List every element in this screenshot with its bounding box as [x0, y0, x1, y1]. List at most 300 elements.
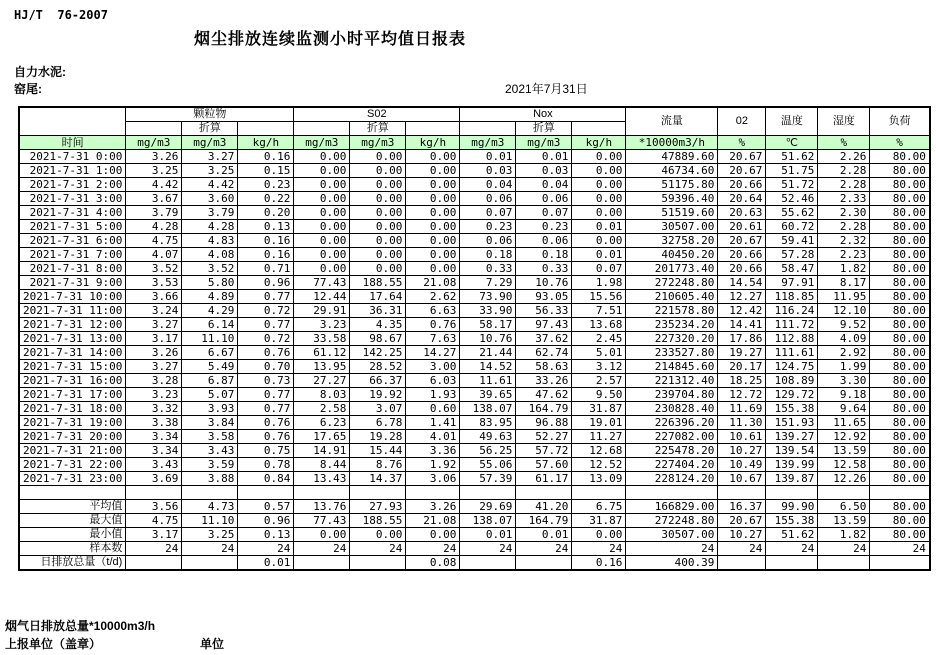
value-cell: 0.70 — [238, 360, 294, 374]
value-cell: 155.38 — [766, 402, 818, 416]
value-cell: 9.50 — [572, 388, 626, 402]
value-cell: 0.16 — [238, 150, 294, 164]
value-cell: 2.57 — [572, 374, 626, 388]
value-cell: 0.23 — [238, 178, 294, 192]
time-cell: 2021-7-31 3:00 — [19, 192, 126, 206]
value-cell: 18.25 — [718, 374, 766, 388]
value-cell: 3.24 — [126, 304, 182, 318]
empty-cell — [182, 486, 238, 500]
summary-value-cell: 24 — [818, 542, 870, 556]
group-header-nox: Nox — [460, 107, 626, 122]
unit-label: % — [818, 136, 870, 150]
value-cell: 80.00 — [870, 220, 930, 234]
value-cell: 230828.40 — [626, 402, 718, 416]
value-cell: 57.72 — [516, 444, 572, 458]
value-cell: 0.03 — [516, 164, 572, 178]
value-cell: 80.00 — [870, 430, 930, 444]
value-cell: 111.72 — [766, 318, 818, 332]
data-row — [19, 276, 930, 290]
value-cell: 2.33 — [818, 192, 870, 206]
unit-label: mg/m3 — [126, 136, 182, 150]
value-cell: 80.00 — [870, 290, 930, 304]
value-cell: 0.06 — [460, 192, 516, 206]
value-cell: 3.38 — [126, 416, 182, 430]
time-cell: 2021-7-31 16:00 — [19, 374, 126, 388]
value-cell: 58.63 — [516, 360, 572, 374]
value-cell: 80.00 — [870, 458, 930, 472]
table-body — [19, 150, 930, 571]
spacer-row — [19, 486, 930, 500]
time-cell: 2021-7-31 7:00 — [19, 248, 126, 262]
summary-value-cell: 166829.00 — [626, 500, 718, 514]
value-cell: 4.09 — [818, 332, 870, 346]
value-cell: 0.72 — [238, 332, 294, 346]
col-header-temperature: 温度 — [766, 107, 818, 136]
value-cell: 0.00 — [294, 234, 350, 248]
value-cell: 2.32 — [818, 234, 870, 248]
value-cell: 31.87 — [572, 402, 626, 416]
value-cell: 2.30 — [818, 206, 870, 220]
value-cell: 3.66 — [126, 290, 182, 304]
value-cell: 2.26 — [818, 150, 870, 164]
value-cell: 108.89 — [766, 374, 818, 388]
value-cell: 4.28 — [182, 220, 238, 234]
summary-value-cell: 24 — [238, 542, 294, 556]
time-cell: 2021-7-31 15:00 — [19, 360, 126, 374]
value-cell: 3.23 — [294, 318, 350, 332]
value-cell: 3.84 — [182, 416, 238, 430]
time-cell: 2021-7-31 18:00 — [19, 402, 126, 416]
value-cell: 1.41 — [406, 416, 460, 430]
value-cell: 3.34 — [126, 430, 182, 444]
time-cell: 2021-7-31 1:00 — [19, 164, 126, 178]
value-cell: 3.53 — [126, 276, 182, 290]
blank-cell — [572, 122, 626, 136]
value-cell: 80.00 — [870, 276, 930, 290]
value-cell: 0.23 — [460, 220, 516, 234]
unit-label: kg/h — [572, 136, 626, 150]
value-cell: 10.49 — [718, 458, 766, 472]
data-row — [19, 346, 930, 360]
value-cell: 12.92 — [818, 430, 870, 444]
value-cell: 32758.20 — [626, 234, 718, 248]
value-cell: 0.33 — [460, 262, 516, 276]
value-cell: 17.65 — [294, 430, 350, 444]
value-cell: 12.42 — [718, 304, 766, 318]
value-cell: 19.92 — [350, 388, 406, 402]
summary-label: 样本数 — [19, 542, 126, 556]
value-cell: 3.28 — [126, 374, 182, 388]
value-cell: 0.00 — [294, 220, 350, 234]
data-row — [19, 430, 930, 444]
value-cell: 2.28 — [818, 164, 870, 178]
value-cell: 33.58 — [294, 332, 350, 346]
summary-value-cell: 27.93 — [350, 500, 406, 514]
value-cell: 14.37 — [350, 472, 406, 486]
value-cell: 0.00 — [572, 164, 626, 178]
value-cell: 61.17 — [516, 472, 572, 486]
value-cell: 80.00 — [870, 318, 930, 332]
value-cell: 4.42 — [182, 178, 238, 192]
value-cell: 10.67 — [718, 472, 766, 486]
summary-value-cell — [294, 556, 350, 571]
unit-label: % — [718, 136, 766, 150]
value-cell: 6.03 — [406, 374, 460, 388]
unit-label: mg/m3 — [460, 136, 516, 150]
value-cell: 80.00 — [870, 178, 930, 192]
value-cell: 0.00 — [406, 262, 460, 276]
footer-unit-label: 单位 — [200, 637, 225, 651]
summary-value-cell — [718, 556, 766, 571]
value-cell: 0.16 — [238, 234, 294, 248]
value-cell: 4.07 — [126, 248, 182, 262]
value-cell: 37.62 — [516, 332, 572, 346]
time-cell: 2021-7-31 9:00 — [19, 276, 126, 290]
summary-value-cell: 24 — [516, 542, 572, 556]
col-header-load: 负荷 — [870, 107, 930, 136]
value-cell: 226396.20 — [626, 416, 718, 430]
value-cell: 0.00 — [350, 248, 406, 262]
summary-value-cell: 155.38 — [766, 514, 818, 528]
value-cell: 0.00 — [406, 220, 460, 234]
data-row — [19, 402, 930, 416]
summary-value-cell: 272248.80 — [626, 514, 718, 528]
value-cell: 3.67 — [126, 192, 182, 206]
value-cell: 3.52 — [182, 262, 238, 276]
value-cell: 80.00 — [870, 360, 930, 374]
standard-code: HJ/T 76-2007 — [14, 8, 108, 22]
value-cell: 56.25 — [460, 444, 516, 458]
value-cell: 33.90 — [460, 304, 516, 318]
value-cell: 20.66 — [718, 262, 766, 276]
value-cell: 57.60 — [516, 458, 572, 472]
value-cell: 3.32 — [126, 402, 182, 416]
value-cell: 49.63 — [460, 430, 516, 444]
value-cell: 0.76 — [238, 416, 294, 430]
unit-label: mg/m3 — [294, 136, 350, 150]
value-cell: 97.43 — [516, 318, 572, 332]
value-cell: 14.91 — [294, 444, 350, 458]
value-cell: 6.14 — [182, 318, 238, 332]
value-cell: 12.68 — [572, 444, 626, 458]
value-cell: 0.77 — [238, 388, 294, 402]
summary-value-cell: 24 — [126, 542, 182, 556]
summary-value-cell: 80.00 — [870, 500, 930, 514]
value-cell: 0.96 — [238, 276, 294, 290]
value-cell: 3.12 — [572, 360, 626, 374]
value-cell: 3.06 — [406, 472, 460, 486]
value-cell: 3.43 — [182, 444, 238, 458]
data-row — [19, 360, 930, 374]
value-cell: 118.85 — [766, 290, 818, 304]
value-cell: 13.59 — [818, 444, 870, 458]
time-cell: 2021-7-31 22:00 — [19, 458, 126, 472]
value-cell: 2.58 — [294, 402, 350, 416]
value-cell: 0.13 — [238, 220, 294, 234]
blank-cell — [238, 122, 294, 136]
value-cell: 0.00 — [572, 150, 626, 164]
value-cell: 0.00 — [294, 150, 350, 164]
value-cell: 20.67 — [718, 150, 766, 164]
blank-cell — [460, 122, 516, 136]
value-cell: 0.00 — [350, 220, 406, 234]
value-cell: 12.44 — [294, 290, 350, 304]
value-cell: 20.66 — [718, 178, 766, 192]
summary-value-cell: 80.00 — [870, 514, 930, 528]
unit-label: kg/h — [238, 136, 294, 150]
report-date: 2021年7月31日 — [505, 82, 588, 96]
value-cell: 0.76 — [238, 346, 294, 360]
empty-cell — [718, 486, 766, 500]
value-cell: 0.00 — [572, 192, 626, 206]
time-cell: 2021-7-31 13:00 — [19, 332, 126, 346]
site-name: 窑尾: — [14, 82, 42, 96]
summary-value-cell: 0.01 — [460, 528, 516, 542]
value-cell: 0.03 — [460, 164, 516, 178]
value-cell: 93.05 — [516, 290, 572, 304]
summary-label: 日排放总量（t/d) — [19, 556, 126, 571]
value-cell: 225478.20 — [626, 444, 718, 458]
company-name: 自力水泥: — [14, 65, 66, 79]
value-cell: 151.93 — [766, 416, 818, 430]
data-row — [19, 206, 930, 220]
value-cell: 3.60 — [182, 192, 238, 206]
value-cell: 3.79 — [182, 206, 238, 220]
summary-value-cell: 24 — [766, 542, 818, 556]
empty-cell — [626, 486, 718, 500]
time-column-header: 时间 — [19, 136, 126, 150]
value-cell: 20.67 — [718, 164, 766, 178]
time-cell: 2021-7-31 14:00 — [19, 346, 126, 360]
value-cell: 7.63 — [406, 332, 460, 346]
data-row — [19, 164, 930, 178]
summary-value-cell: 0.01 — [238, 556, 294, 571]
summary-value-cell: 30507.00 — [626, 528, 718, 542]
summary-value-cell: 77.43 — [294, 514, 350, 528]
empty-cell — [238, 486, 294, 500]
summary-value-cell: 24 — [626, 542, 718, 556]
value-cell: 3.25 — [182, 164, 238, 178]
value-cell: 27.27 — [294, 374, 350, 388]
value-cell: 15.56 — [572, 290, 626, 304]
value-cell: 0.00 — [350, 150, 406, 164]
value-cell: 129.72 — [766, 388, 818, 402]
value-cell: 21.08 — [406, 276, 460, 290]
summary-value-cell: 400.39 — [626, 556, 718, 571]
col-header-humidity: 湿度 — [818, 107, 870, 136]
value-cell: 0.04 — [460, 178, 516, 192]
value-cell: 0.00 — [572, 234, 626, 248]
value-cell: 2.62 — [406, 290, 460, 304]
summary-value-cell — [350, 556, 406, 571]
value-cell: 66.37 — [350, 374, 406, 388]
value-cell: 0.73 — [238, 374, 294, 388]
value-cell: 80.00 — [870, 402, 930, 416]
summary-value-cell: 24 — [294, 542, 350, 556]
value-cell: 0.00 — [406, 192, 460, 206]
value-cell: 36.31 — [350, 304, 406, 318]
time-cell: 2021-7-31 23:00 — [19, 472, 126, 486]
value-cell: 60.72 — [766, 220, 818, 234]
summary-value-cell: 24 — [460, 542, 516, 556]
value-cell: 0.00 — [406, 178, 460, 192]
value-cell: 3.17 — [126, 332, 182, 346]
value-cell: 0.76 — [406, 318, 460, 332]
value-cell: 80.00 — [870, 346, 930, 360]
summary-value-cell: 0.96 — [238, 514, 294, 528]
value-cell: 0.76 — [238, 430, 294, 444]
summary-value-cell: 138.07 — [460, 514, 516, 528]
value-cell: 52.27 — [516, 430, 572, 444]
data-row — [19, 150, 930, 164]
value-cell: 20.63 — [718, 206, 766, 220]
value-cell: 4.75 — [126, 234, 182, 248]
value-cell: 9.52 — [818, 318, 870, 332]
value-cell: 13.43 — [294, 472, 350, 486]
value-cell: 0.00 — [294, 192, 350, 206]
summary-value-cell: 16.37 — [718, 500, 766, 514]
value-cell: 3.58 — [182, 430, 238, 444]
value-cell: 272248.80 — [626, 276, 718, 290]
value-cell: 12.10 — [818, 304, 870, 318]
value-cell: 4.08 — [182, 248, 238, 262]
value-cell: 239704.80 — [626, 388, 718, 402]
value-cell: 7.29 — [460, 276, 516, 290]
value-cell: 3.79 — [126, 206, 182, 220]
data-row — [19, 318, 930, 332]
value-cell: 0.06 — [460, 234, 516, 248]
value-cell: 0.00 — [294, 206, 350, 220]
value-cell: 227082.00 — [626, 430, 718, 444]
header-group-row — [19, 107, 930, 122]
value-cell: 0.15 — [238, 164, 294, 178]
summary-row — [19, 500, 930, 514]
summary-value-cell: 20.67 — [718, 514, 766, 528]
empty-cell — [126, 486, 182, 500]
time-cell: 2021-7-31 6:00 — [19, 234, 126, 248]
summary-value-cell: 0.00 — [350, 528, 406, 542]
value-cell: 1.99 — [818, 360, 870, 374]
summary-row — [19, 542, 930, 556]
value-cell: 98.67 — [350, 332, 406, 346]
empty-cell — [406, 486, 460, 500]
value-cell: 14.54 — [718, 276, 766, 290]
value-cell: 55.62 — [766, 206, 818, 220]
value-cell: 0.23 — [516, 220, 572, 234]
col-header-flow: 流量 — [626, 107, 718, 136]
time-cell: 2021-7-31 20:00 — [19, 430, 126, 444]
value-cell: 46734.60 — [626, 164, 718, 178]
value-cell: 17.86 — [718, 332, 766, 346]
unit-label: kg/h — [406, 136, 460, 150]
time-cell: 2021-7-31 10:00 — [19, 290, 126, 304]
value-cell: 55.06 — [460, 458, 516, 472]
value-cell: 17.64 — [350, 290, 406, 304]
time-cell: 2021-7-31 17:00 — [19, 388, 126, 402]
value-cell: 6.63 — [406, 304, 460, 318]
value-cell: 227320.20 — [626, 332, 718, 346]
value-cell: 6.78 — [350, 416, 406, 430]
time-cell: 2021-7-31 12:00 — [19, 318, 126, 332]
value-cell: 0.77 — [238, 290, 294, 304]
value-cell: 10.27 — [718, 444, 766, 458]
data-row — [19, 416, 930, 430]
value-cell: 51175.80 — [626, 178, 718, 192]
value-cell: 0.00 — [406, 150, 460, 164]
value-cell: 19.01 — [572, 416, 626, 430]
data-row — [19, 262, 930, 276]
value-cell: 0.07 — [460, 206, 516, 220]
value-cell: 40450.20 — [626, 248, 718, 262]
summary-value-cell: 6.75 — [572, 500, 626, 514]
value-cell: 9.64 — [818, 402, 870, 416]
value-cell: 3.30 — [818, 374, 870, 388]
blank-cell — [294, 122, 350, 136]
value-cell: 4.83 — [182, 234, 238, 248]
value-cell: 11.69 — [718, 402, 766, 416]
group-header-particulate: 颗粒物 — [126, 107, 294, 122]
summary-value-cell: 3.26 — [406, 500, 460, 514]
value-cell: 80.00 — [870, 472, 930, 486]
value-cell: 0.33 — [516, 262, 572, 276]
value-cell: 214845.60 — [626, 360, 718, 374]
summary-row — [19, 514, 930, 528]
value-cell: 57.39 — [460, 472, 516, 486]
data-row — [19, 178, 930, 192]
blank-cell — [406, 122, 460, 136]
unit-label: mg/m3 — [182, 136, 238, 150]
summary-value-cell: 11.10 — [182, 514, 238, 528]
summary-value-cell: 99.90 — [766, 500, 818, 514]
summary-value-cell: 24 — [182, 542, 238, 556]
value-cell: 14.41 — [718, 318, 766, 332]
value-cell: 11.10 — [182, 332, 238, 346]
time-cell: 2021-7-31 19:00 — [19, 416, 126, 430]
summary-value-cell: 0.08 — [406, 556, 460, 571]
value-cell: 20.66 — [718, 248, 766, 262]
value-cell: 3.27 — [126, 360, 182, 374]
value-cell: 51.75 — [766, 164, 818, 178]
summary-label: 最小值 — [19, 528, 126, 542]
value-cell: 73.90 — [460, 290, 516, 304]
value-cell: 59.41 — [766, 234, 818, 248]
data-row — [19, 472, 930, 486]
empty-cell — [350, 486, 406, 500]
unit-label: mg/m3 — [516, 136, 572, 150]
value-cell: 80.00 — [870, 374, 930, 388]
value-cell: 124.75 — [766, 360, 818, 374]
value-cell: 33.26 — [516, 374, 572, 388]
col-header-o2: 02 — [718, 107, 766, 136]
summary-value-cell: 24 — [350, 542, 406, 556]
value-cell: 0.00 — [350, 164, 406, 178]
value-cell: 235234.20 — [626, 318, 718, 332]
data-row — [19, 234, 930, 248]
value-cell: 0.00 — [350, 262, 406, 276]
value-cell: 62.74 — [516, 346, 572, 360]
value-cell: 10.76 — [460, 332, 516, 346]
empty-cell — [818, 486, 870, 500]
value-cell: 228124.20 — [626, 472, 718, 486]
report-table — [18, 106, 931, 571]
value-cell: 5.07 — [182, 388, 238, 402]
time-cell: 2021-7-31 11:00 — [19, 304, 126, 318]
value-cell: 0.01 — [572, 248, 626, 262]
value-cell: 188.55 — [350, 276, 406, 290]
summary-value-cell: 3.17 — [126, 528, 182, 542]
summary-value-cell: 10.27 — [718, 528, 766, 542]
summary-value-cell: 80.00 — [870, 528, 930, 542]
